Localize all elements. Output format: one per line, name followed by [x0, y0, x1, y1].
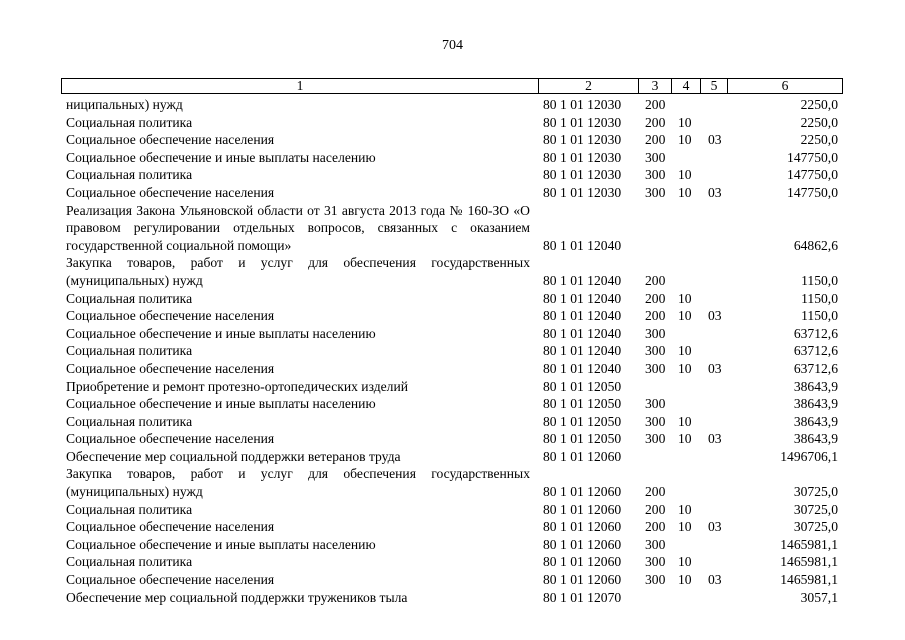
row-code: 80 1 01 12060 [543, 572, 622, 588]
row-col-5: 03 [708, 132, 722, 148]
table-row [0, 149, 905, 167]
row-code: 80 1 01 12040 [543, 308, 622, 324]
header-cell-1: 1 [61, 78, 539, 94]
row-code: 80 1 01 12050 [543, 431, 622, 447]
row-amount: 30725,0 [793, 501, 838, 517]
table-row [0, 184, 905, 202]
row-description: Социальная политика [66, 167, 193, 183]
row-col-4: 10 [678, 501, 692, 517]
row-amount: 1465981,1 [780, 536, 838, 552]
row-amount: 38643,9 [793, 413, 838, 429]
row-amount: 1150,0 [801, 308, 838, 324]
row-amount: 30725,0 [793, 519, 838, 535]
table-row [0, 395, 905, 413]
header-cell-4: 4 [671, 78, 701, 94]
row-col-5: 03 [708, 519, 722, 535]
row-amount: 1496706,1 [780, 448, 838, 464]
table-row [0, 325, 905, 343]
row-col-4: 10 [678, 167, 692, 183]
row-amount: 38643,9 [793, 378, 838, 394]
table-row [0, 518, 905, 536]
row-col-4: 10 [678, 554, 692, 570]
row-col-3: 300 [645, 572, 666, 588]
row-amount: 63712,6 [793, 325, 838, 341]
row-col-5: 03 [708, 308, 722, 324]
table-row [0, 589, 905, 607]
row-col-3: 200 [645, 501, 666, 517]
row-col-4: 10 [678, 519, 692, 535]
row-amount: 147750,0 [787, 149, 838, 165]
row-description: Социальное обеспечение и иные выплаты населению [66, 149, 376, 165]
row-amount: 63712,6 [793, 360, 838, 376]
row-col-3: 200 [645, 484, 666, 500]
row-amount: 2250,0 [800, 114, 838, 130]
row-code: 80 1 01 12030 [543, 132, 622, 148]
row-description: Социальная политика [66, 290, 193, 306]
table-row [0, 96, 905, 114]
header-cell-5: 5 [700, 78, 728, 94]
row-amount: 30725,0 [793, 484, 838, 500]
header-cell-3: 3 [638, 78, 672, 94]
row-description: Социальное обеспечение населения [66, 360, 275, 376]
row-col-4: 10 [678, 343, 692, 359]
table-row [0, 501, 905, 519]
row-amount: 64862,6 [793, 237, 838, 253]
row-amount: 1465981,1 [780, 572, 838, 588]
row-code: 80 1 01 12030 [543, 114, 622, 130]
row-amount: 2250,0 [800, 132, 838, 148]
row-col-4: 10 [678, 114, 692, 130]
row-col-3: 300 [645, 184, 666, 200]
row-col-5: 03 [708, 360, 722, 376]
row-amount: 1465981,1 [780, 554, 838, 570]
row-code: 80 1 01 12040 [543, 343, 622, 359]
row-description: Социальная политика [66, 114, 193, 130]
table-row [0, 553, 905, 571]
row-amount: 2250,0 [800, 97, 838, 112]
table-row [0, 360, 905, 378]
row-col-4: 10 [678, 360, 692, 376]
table-row [0, 448, 905, 466]
row-col-4: 10 [678, 431, 692, 447]
table-body [0, 96, 905, 606]
table-row [0, 536, 905, 554]
row-col-3: 300 [645, 325, 666, 341]
row-description: Социальное обеспечение населения [66, 308, 275, 324]
row-col-3: 300 [645, 360, 666, 376]
row-description: Закупка товаров, работ и услуг для обеспечения государственных (муниципальных) нужд [66, 255, 530, 288]
row-amount: 38643,9 [793, 396, 838, 412]
row-description: Социальная политика [66, 343, 193, 359]
row-col-3: 200 [645, 519, 666, 535]
row-description: Социальное обеспечение населения [66, 431, 275, 447]
row-col-4: 10 [678, 308, 692, 324]
row-code: 80 1 01 12030 [543, 184, 622, 200]
row-description: Реализация Закона Ульяновской области от 31 августа 2013 года № 160-ЗО «О правовом регулировании отдельных вопросов, связанных с оказанием государственной социальной помощи» [66, 202, 530, 253]
row-amount: 1150,0 [801, 290, 838, 306]
row-description: Социальная политика [66, 413, 193, 429]
table-row [0, 202, 905, 255]
table-row [0, 131, 905, 149]
table-row [0, 378, 905, 396]
row-code: 80 1 01 12050 [543, 396, 622, 412]
row-description: Социальное обеспечение населения [66, 132, 275, 148]
row-code: 80 1 01 12030 [543, 167, 622, 183]
row-col-3: 200 [645, 290, 666, 306]
row-description: Социальное обеспечение и иные выплаты населению [66, 325, 376, 341]
row-code: 80 1 01 12040 [543, 325, 622, 341]
row-description: Социальное обеспечение и иные выплаты населению [66, 536, 376, 552]
header-cell-2: 2 [538, 78, 639, 94]
row-description: Обеспечение мер социальной поддержки ветеранов труда [66, 448, 401, 464]
row-amount: 38643,9 [793, 431, 838, 447]
row-description: Закупка товаров, работ и услуг для обеспечения государственных (муниципальных) нужд [66, 466, 530, 500]
row-code: 80 1 01 12040 [543, 290, 622, 306]
table-row [0, 342, 905, 360]
row-col-3: 200 [645, 114, 666, 130]
row-col-4: 10 [678, 572, 692, 588]
row-description: ниципальных) нужд [66, 97, 183, 112]
row-code: 80 1 01 12060 [543, 519, 622, 535]
row-col-3: 200 [645, 272, 666, 288]
table-row [0, 290, 905, 308]
row-col-3: 300 [645, 554, 666, 570]
row-description: Социальная политика [66, 501, 193, 517]
row-code: 80 1 01 12060 [543, 484, 622, 500]
row-code: 80 1 01 12040 [543, 237, 622, 253]
row-amount: 1150,0 [801, 272, 838, 288]
row-col-4: 10 [678, 184, 692, 200]
row-col-4: 10 [678, 413, 692, 429]
row-col-4: 10 [678, 290, 692, 306]
row-description: Обеспечение мер социальной поддержки тружеников тыла [66, 589, 408, 605]
row-col-3: 300 [645, 149, 666, 165]
table-row [0, 166, 905, 184]
page-number: 704 [442, 38, 463, 53]
row-code: 80 1 01 12040 [543, 272, 622, 288]
row-col-3: 300 [645, 413, 666, 429]
table-row [0, 307, 905, 325]
row-code: 80 1 01 12050 [543, 413, 622, 429]
row-col-3: 300 [645, 396, 666, 412]
row-description: Социальное обеспечение населения [66, 184, 275, 200]
table-row [0, 465, 905, 500]
row-description: Социальное обеспечение населения [66, 519, 275, 535]
row-amount: 3057,1 [800, 589, 838, 605]
row-amount: 147750,0 [787, 184, 838, 200]
row-col-3: 300 [645, 343, 666, 359]
row-col-5: 03 [708, 572, 722, 588]
table-row [0, 430, 905, 448]
row-code: 80 1 01 12050 [543, 378, 622, 394]
row-amount: 147750,0 [787, 167, 838, 183]
row-col-3: 300 [645, 167, 666, 183]
table-row [0, 413, 905, 431]
row-code: 80 1 01 12060 [543, 536, 622, 552]
table-row [0, 571, 905, 589]
row-col-3: 200 [645, 132, 666, 148]
row-code: 80 1 01 12060 [543, 448, 622, 464]
row-col-3: 200 [645, 97, 666, 112]
row-code: 80 1 01 12060 [543, 554, 622, 570]
row-code: 80 1 01 12040 [543, 360, 622, 376]
row-description: Социальное обеспечение населения [66, 572, 275, 588]
table-row [0, 114, 905, 132]
header-cell-6: 6 [727, 78, 843, 94]
row-code: 80 1 01 12070 [543, 589, 622, 605]
row-col-5: 03 [708, 431, 722, 447]
row-col-4: 10 [678, 132, 692, 148]
row-col-3: 200 [645, 308, 666, 324]
row-code: 80 1 01 12030 [543, 97, 622, 112]
row-description: Социальное обеспечение и иные выплаты населению [66, 396, 376, 412]
row-description: Приобретение и ремонт протезно-ортопедических изделий [66, 378, 408, 394]
row-description: Социальная политика [66, 554, 193, 570]
row-code: 80 1 01 12030 [543, 149, 622, 165]
row-col-5: 03 [708, 184, 722, 200]
table-row [0, 254, 905, 289]
row-col-3: 300 [645, 536, 666, 552]
row-code: 80 1 01 12060 [543, 501, 622, 517]
row-col-3: 300 [645, 431, 666, 447]
row-amount: 63712,6 [793, 343, 838, 359]
